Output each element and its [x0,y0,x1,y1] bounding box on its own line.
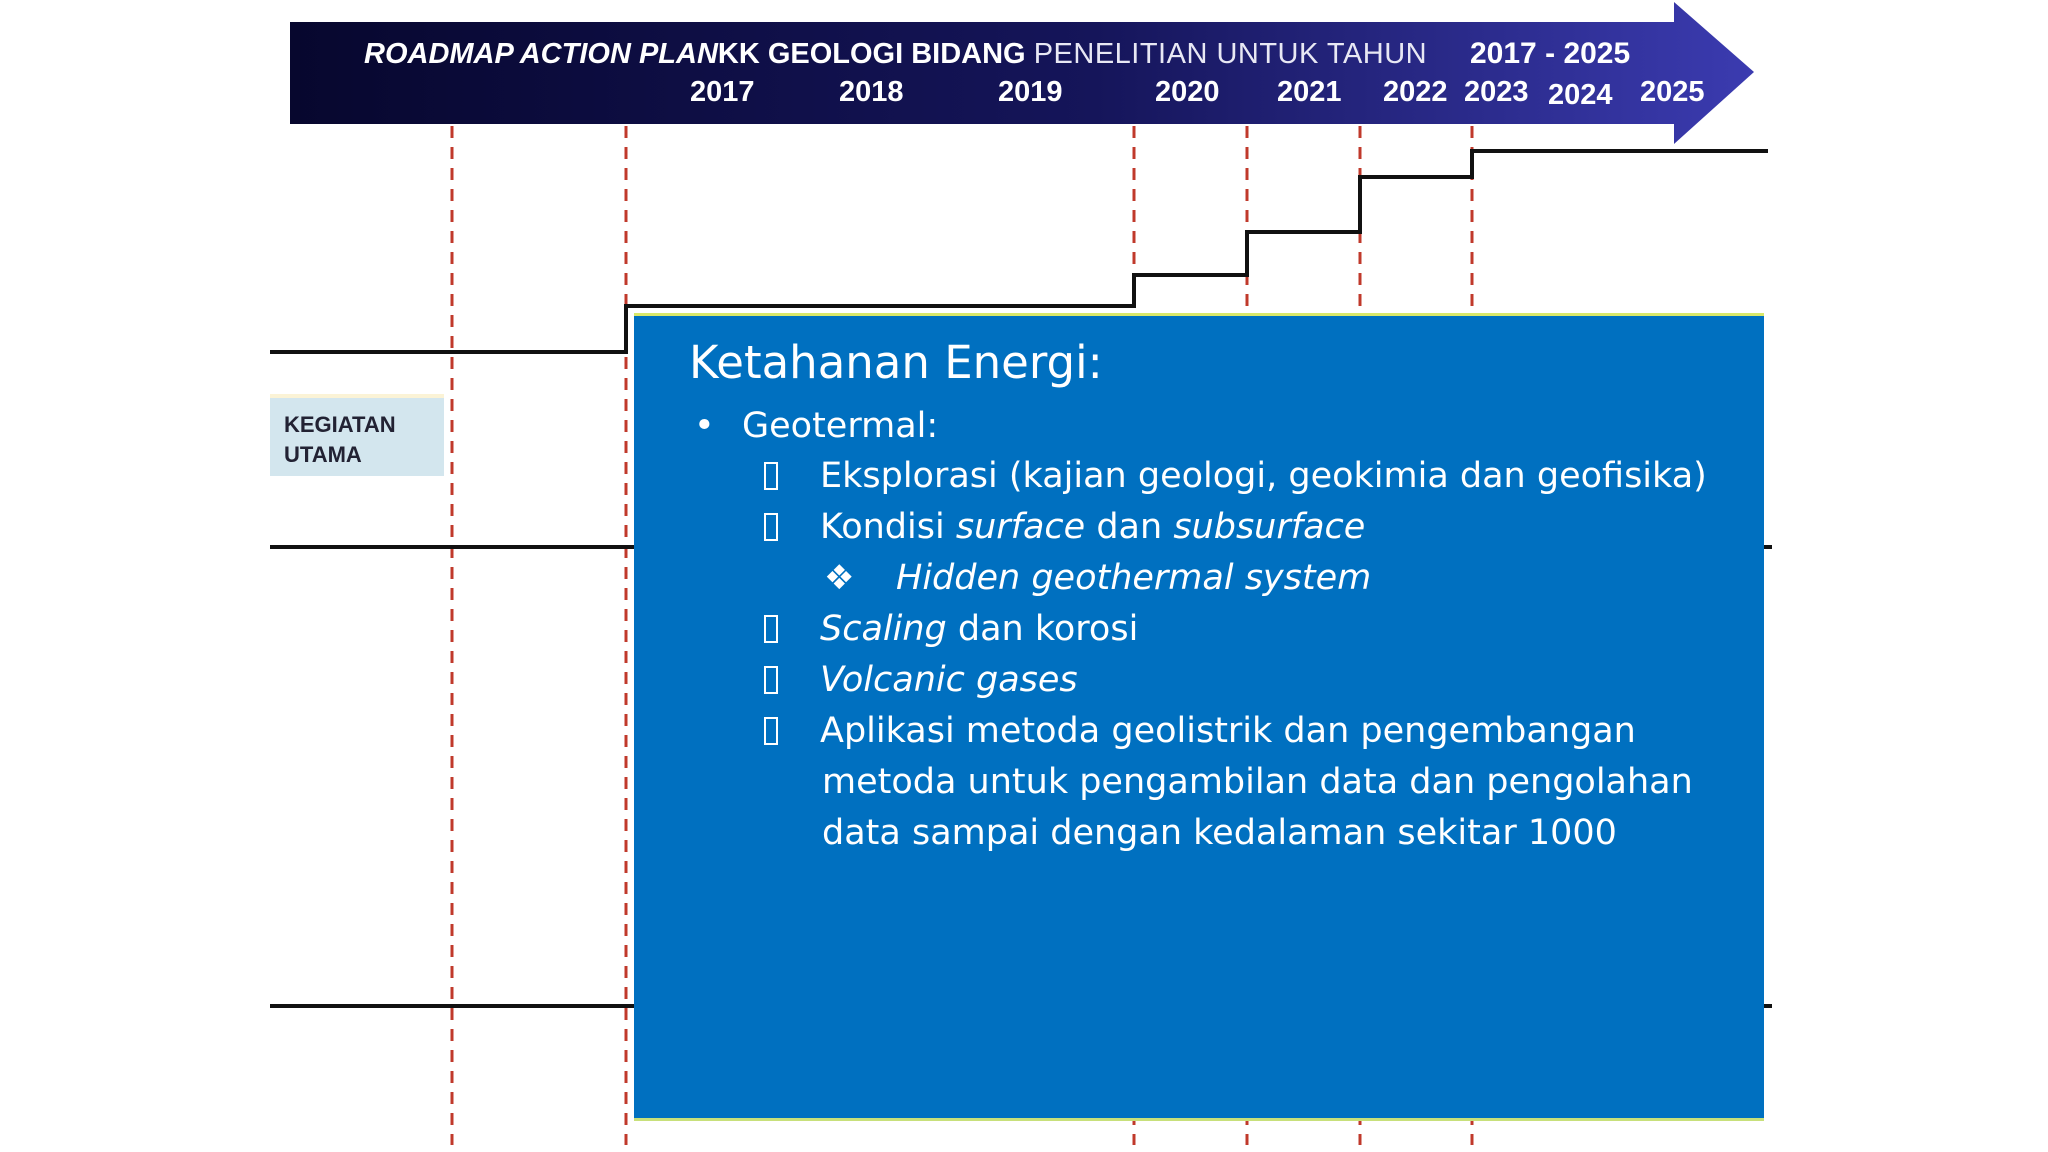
year-label: 2025 [1640,76,1705,108]
content-panel [634,313,1764,1121]
item-text-italic: surface [955,507,1086,547]
checkbox-bullet-icon [764,508,820,546]
item-text: dan korosi [946,609,1139,649]
year-label: 2022 [1383,76,1448,108]
item-text-continued: data sampai dengan kedalaman sekitar 1000 [822,813,1617,853]
bullet-icon: • [694,406,715,446]
banner-title-part1: ROADMAP ACTION PLAN [364,38,718,70]
year-label: 2020 [1155,76,1220,108]
item-text-italic: Volcanic gases [820,660,1078,700]
list-item [764,711,1636,751]
item-text: Aplikasi metoda geolistrik dan pengembangan [820,711,1636,751]
year-label: 2023 [1464,76,1529,108]
year-label: 2024 [1548,79,1613,111]
year-label: 2019 [998,76,1063,108]
range-separator: - [1545,37,1556,70]
item-text-italic: subsurface [1173,507,1366,547]
item-text-continued: metoda untuk pengambilan data dan pengolahan [822,762,1693,802]
kegiatan-utama-label [270,398,444,476]
panel-title: Ketahanan Energi: [689,336,1103,389]
item-text: Eksplorasi (kajian geologi, geokimia dan geofisika) [820,456,1707,496]
list-item [764,456,1707,496]
item-text: Kondisi [820,507,956,547]
range-end: 2025 [1563,37,1631,70]
checkbox-bullet-icon [764,712,820,750]
topic-label: Geotermal: [742,406,939,446]
label-line2: UTAMA [284,442,362,467]
list-item [764,660,1078,700]
checkbox-bullet-icon [764,610,820,648]
year-label: 2018 [839,76,904,108]
item-text-italic: Scaling [820,609,947,649]
checkbox-bullet-icon [764,457,820,495]
year-label: 2017 [690,76,755,108]
item-text-italic: Hidden geothermal system [896,558,1372,598]
topic-item [694,406,938,446]
diamond-bullet-icon: ❖ [824,558,855,598]
checkbox-bullet-icon [764,661,820,699]
list-item [764,609,1138,649]
range-start: 2017 [1470,37,1537,70]
sub-list-item [824,558,1371,598]
banner-title-part3: PENELITIAN UNTUK TAHUN [1033,38,1428,70]
label-line1: KEGIATAN [284,412,396,437]
item-text: dan [1085,507,1174,547]
banner-title-part2: KK GEOLOGI BIDANG [717,38,1026,70]
list-item [764,507,1365,547]
year-label: 2021 [1277,76,1342,108]
